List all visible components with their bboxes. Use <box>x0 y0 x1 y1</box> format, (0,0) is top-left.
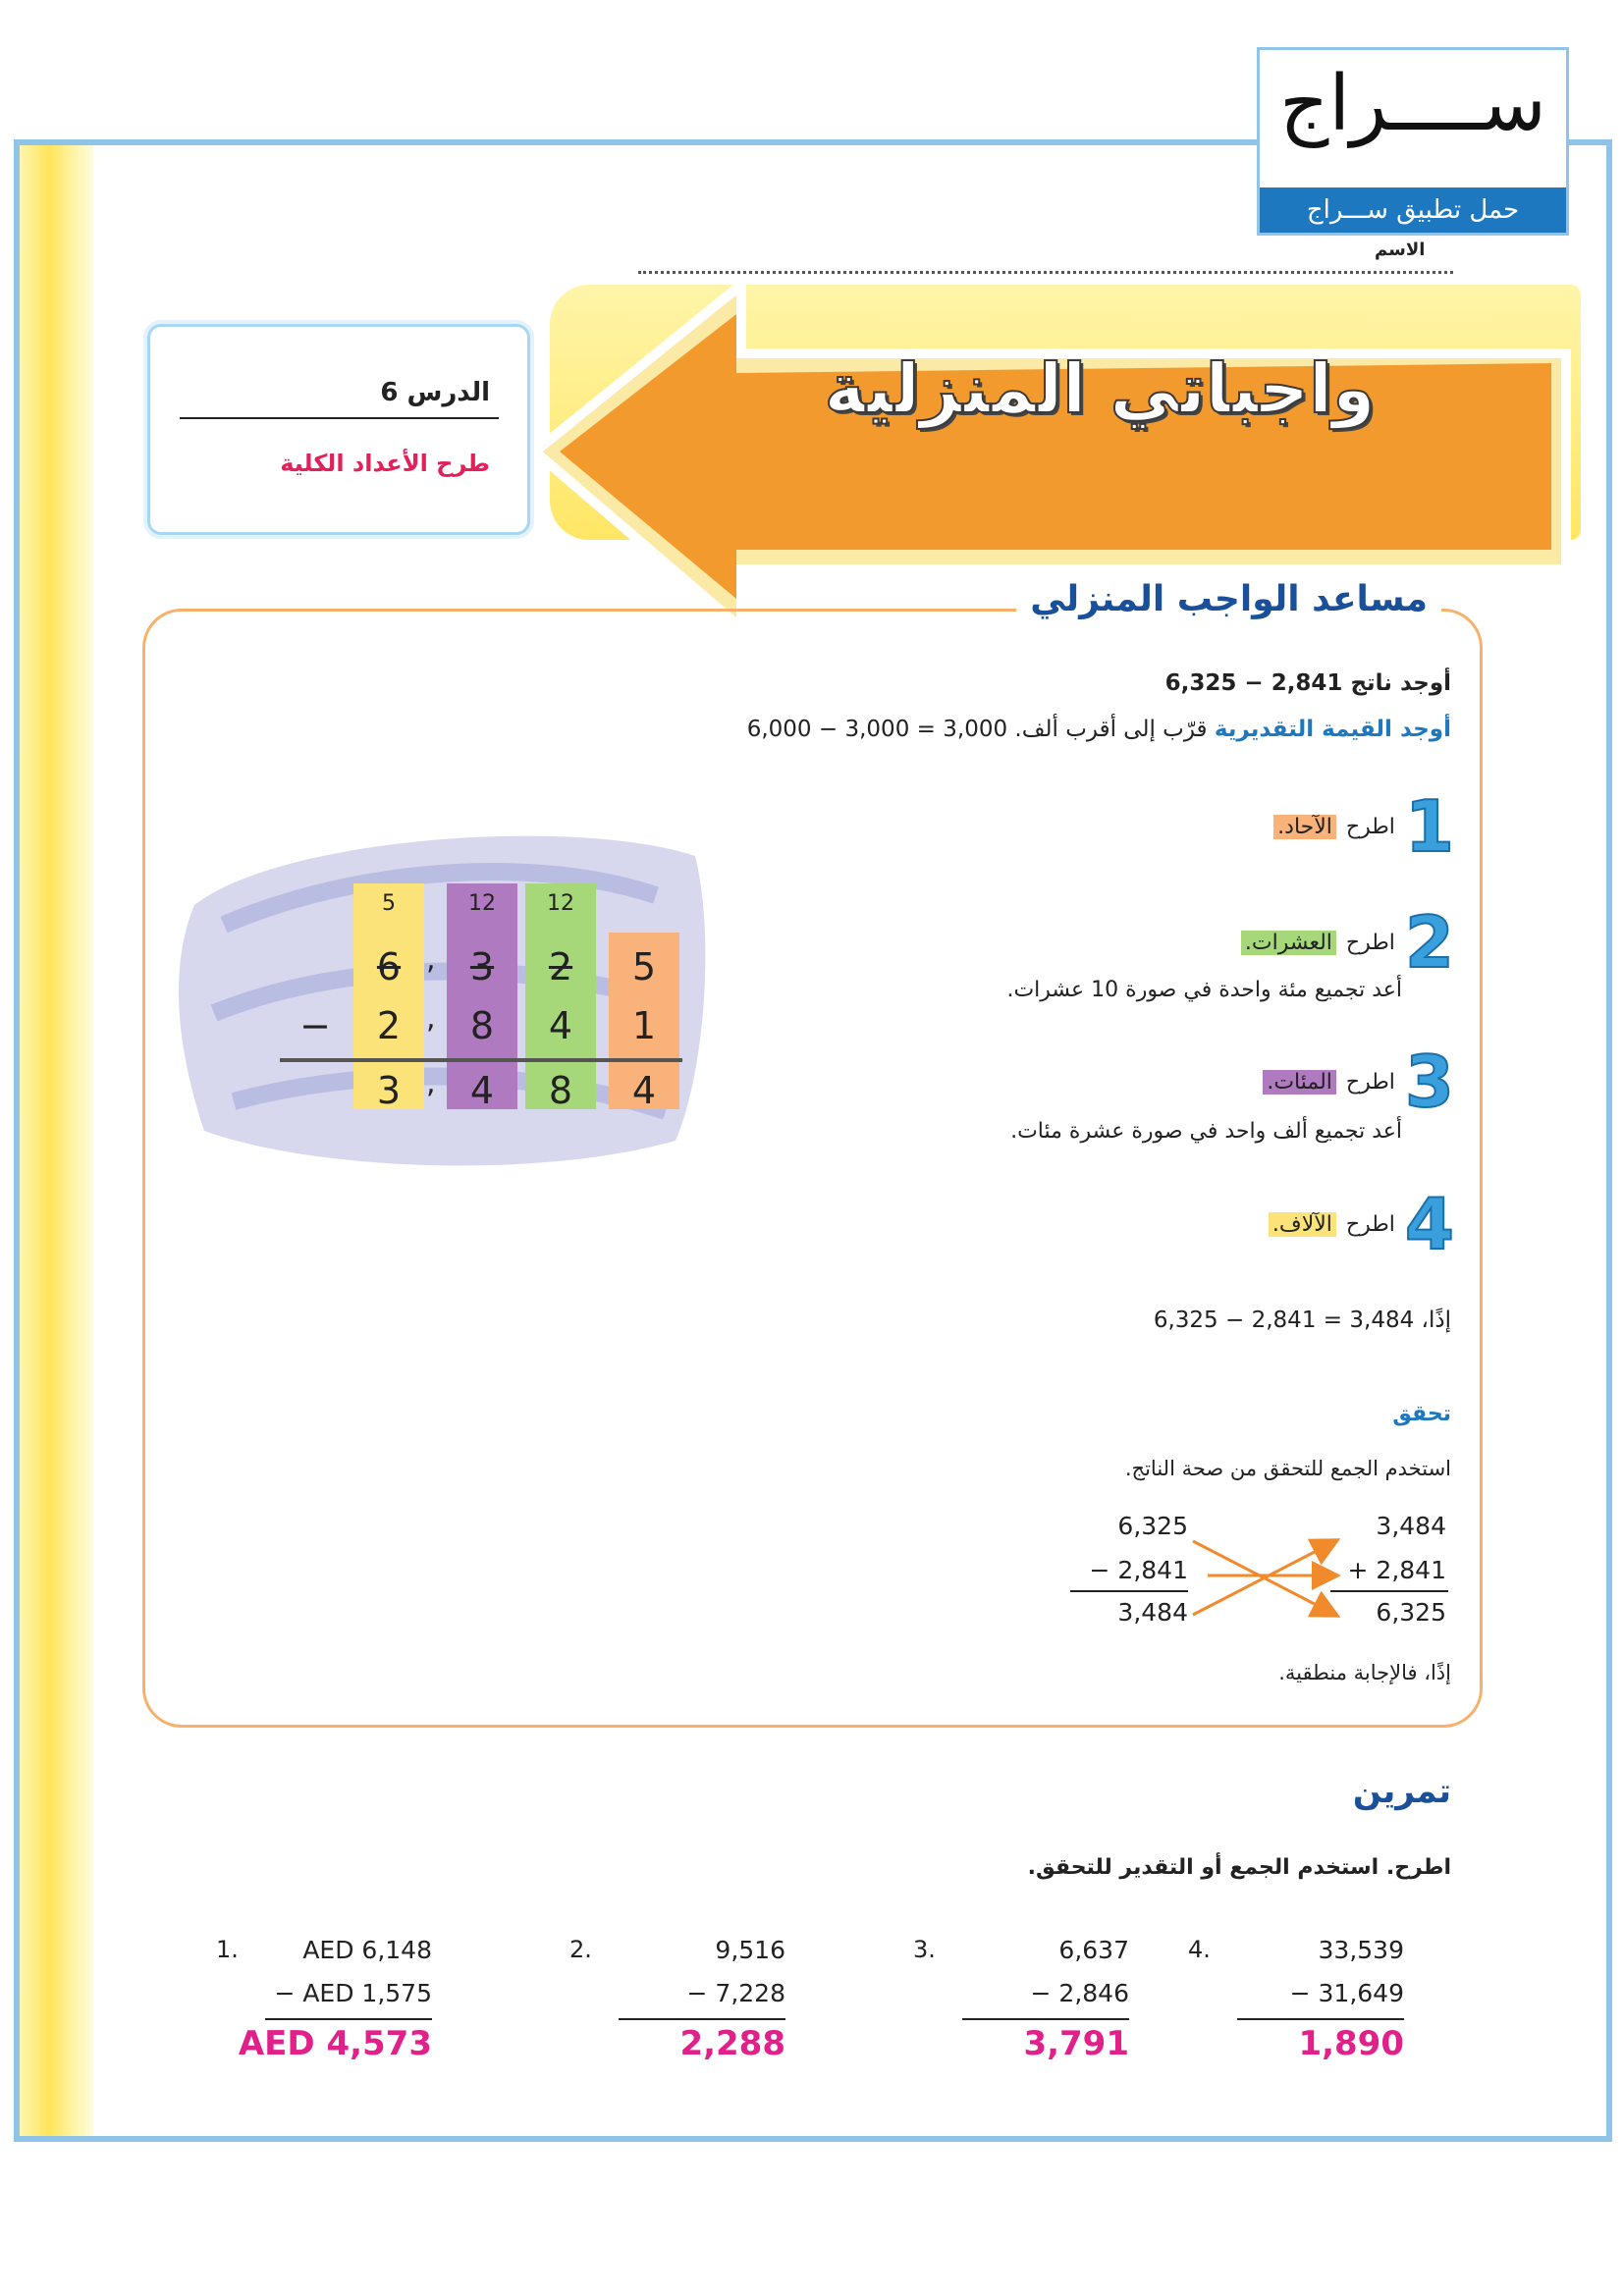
exercise-rule <box>962 2018 1129 2020</box>
practice-instruction: اطرح. استخدم الجمع أو التقدير للتحقق. <box>1027 1855 1451 1880</box>
comma-mid: , <box>426 1001 436 1036</box>
top-digit-tens: 2 <box>548 945 573 988</box>
exercise-rule <box>619 2018 785 2020</box>
step-highlight: الآحاد. <box>1273 815 1336 839</box>
exercise-number: 1. <box>216 1936 239 1963</box>
name-label: الاسم <box>1375 240 1426 260</box>
check-left-b: − 2,841 <box>1089 1556 1188 1584</box>
borrow-thousands: 5 <box>369 887 408 921</box>
step-number: 2 <box>1404 901 1454 984</box>
step-1 <box>1273 785 1454 868</box>
lesson-title: طرح الأعداد الكلية <box>280 450 490 477</box>
exercise-1 <box>216 1936 432 2063</box>
step-highlight: العشرات. <box>1241 931 1336 955</box>
exercise-answer: AED 4,573 <box>238 2024 432 2063</box>
mid-digit-tens: 4 <box>548 1004 573 1047</box>
exercise-number: 2. <box>569 1936 592 1963</box>
check-right-rule <box>1330 1590 1448 1592</box>
conclusion-text: إذًا، 3,484 = 2,841 − 6,325 <box>1153 1308 1451 1333</box>
check-right-b: + 2,841 <box>1347 1556 1446 1584</box>
exercise-answer: 3,791 <box>1023 2024 1129 2063</box>
lesson-number: الدرس 6 <box>380 378 490 407</box>
exercise-minuend: 9,516 <box>715 1936 785 1964</box>
exercise-minuend: 33,539 <box>1318 1936 1404 1964</box>
step-4 <box>1269 1183 1454 1265</box>
step-3 <box>1263 1041 1454 1123</box>
check-arrows-icon <box>1188 1531 1345 1629</box>
exercise-answer: 1,890 <box>1298 2024 1404 2063</box>
exercise-2 <box>569 1936 785 2063</box>
step-number: 1 <box>1404 785 1454 868</box>
step-number: 3 <box>1404 1041 1454 1123</box>
result-digit-hundreds: 4 <box>469 1069 495 1112</box>
exercise-rule <box>1237 2018 1404 2020</box>
estimate-label: أوجد القيمة التقديرية <box>1214 717 1451 742</box>
estimate-line <box>747 717 1451 742</box>
step-number: 4 <box>1404 1183 1454 1265</box>
exercise-minuend: AED 6,148 <box>302 1936 432 1964</box>
exercise-minuend: 6,637 <box>1058 1936 1129 1964</box>
check-left-a: 6,325 <box>1117 1512 1188 1540</box>
step-2-note: أعد تجميع مئة واحدة في صورة 10 عشرات. <box>1006 978 1402 1002</box>
logo-wordmark: ســــراج <box>1279 60 1546 148</box>
top-digit-thousands: 6 <box>376 945 402 988</box>
estimate-text: قرّب إلى أقرب ألف. 3,000 = 3,000 − 6,000 <box>746 717 1208 742</box>
exercise-4 <box>1188 1936 1404 2063</box>
banner-title: واجباتي المنزلية <box>824 348 1376 429</box>
decorative-side-bar <box>20 145 93 2136</box>
result-digit-tens: 8 <box>548 1069 573 1112</box>
helper-title: مساعد الواجب المنزلي <box>1016 579 1441 619</box>
check-conclusion: إذًا، فالإجابة منطقية. <box>1278 1661 1451 1684</box>
comma-top: , <box>426 942 436 977</box>
step-highlight: الآلاف. <box>1269 1212 1336 1237</box>
check-text: استخدم الجمع للتحقق من صحة الناتج. <box>1124 1457 1451 1480</box>
top-digit-hundreds: 3 <box>469 945 495 988</box>
practice-title: تمرين <box>1352 1772 1451 1811</box>
check-title: تحقق <box>1392 1402 1451 1426</box>
step-verb: اطرح <box>1345 1211 1395 1237</box>
lesson-card <box>147 324 530 535</box>
step-verb: اطرح <box>1345 1069 1395 1095</box>
minus-sign: − <box>299 1004 331 1047</box>
mid-digit-hundreds: 8 <box>469 1004 495 1047</box>
lesson-divider <box>180 417 499 419</box>
siraj-logo <box>1257 47 1569 236</box>
comma-result: , <box>426 1066 436 1100</box>
check-left-result: 3,484 <box>1117 1598 1188 1627</box>
exercise-subtrahend: − 7,228 <box>686 1979 785 2007</box>
exercise-number: 4. <box>1188 1936 1211 1963</box>
step-verb: اطرح <box>1345 930 1395 955</box>
top-digit-ones: 5 <box>631 945 657 988</box>
exercise-rule <box>265 2018 432 2020</box>
exercise-subtrahend: − 2,846 <box>1030 1979 1129 2007</box>
step-verb: اطرح <box>1345 814 1395 839</box>
step-2 <box>1241 901 1454 984</box>
exercise-answer: 2,288 <box>679 2024 785 2063</box>
exercise-number: 3. <box>913 1936 936 1963</box>
check-left-rule <box>1070 1590 1188 1592</box>
logo-tagline: حمل تطبيق ســـراج <box>1260 187 1566 233</box>
check-right-result: 6,325 <box>1376 1598 1446 1627</box>
check-right-a: 3,484 <box>1376 1512 1446 1540</box>
exercise-subtrahend: − 31,649 <box>1289 1979 1404 2007</box>
result-digit-thousands: 3 <box>376 1069 402 1112</box>
borrow-hundreds: 12 <box>462 887 502 921</box>
subtraction-rule <box>280 1058 682 1062</box>
find-result-text: أوجد ناتج 2,841 − 6,325 <box>1164 670 1451 696</box>
exercise-3 <box>913 1936 1129 2063</box>
step-3-note: أعد تجميع ألف واحد في صورة عشرة مئات. <box>1010 1119 1402 1144</box>
borrow-tens: 12 <box>541 887 580 921</box>
mid-digit-ones: 1 <box>631 1004 657 1047</box>
exercise-subtrahend: − AED 1,575 <box>274 1979 432 2007</box>
result-digit-ones: 4 <box>631 1069 657 1112</box>
mid-digit-thousands: 2 <box>376 1004 402 1047</box>
step-highlight: المئات. <box>1263 1070 1336 1095</box>
